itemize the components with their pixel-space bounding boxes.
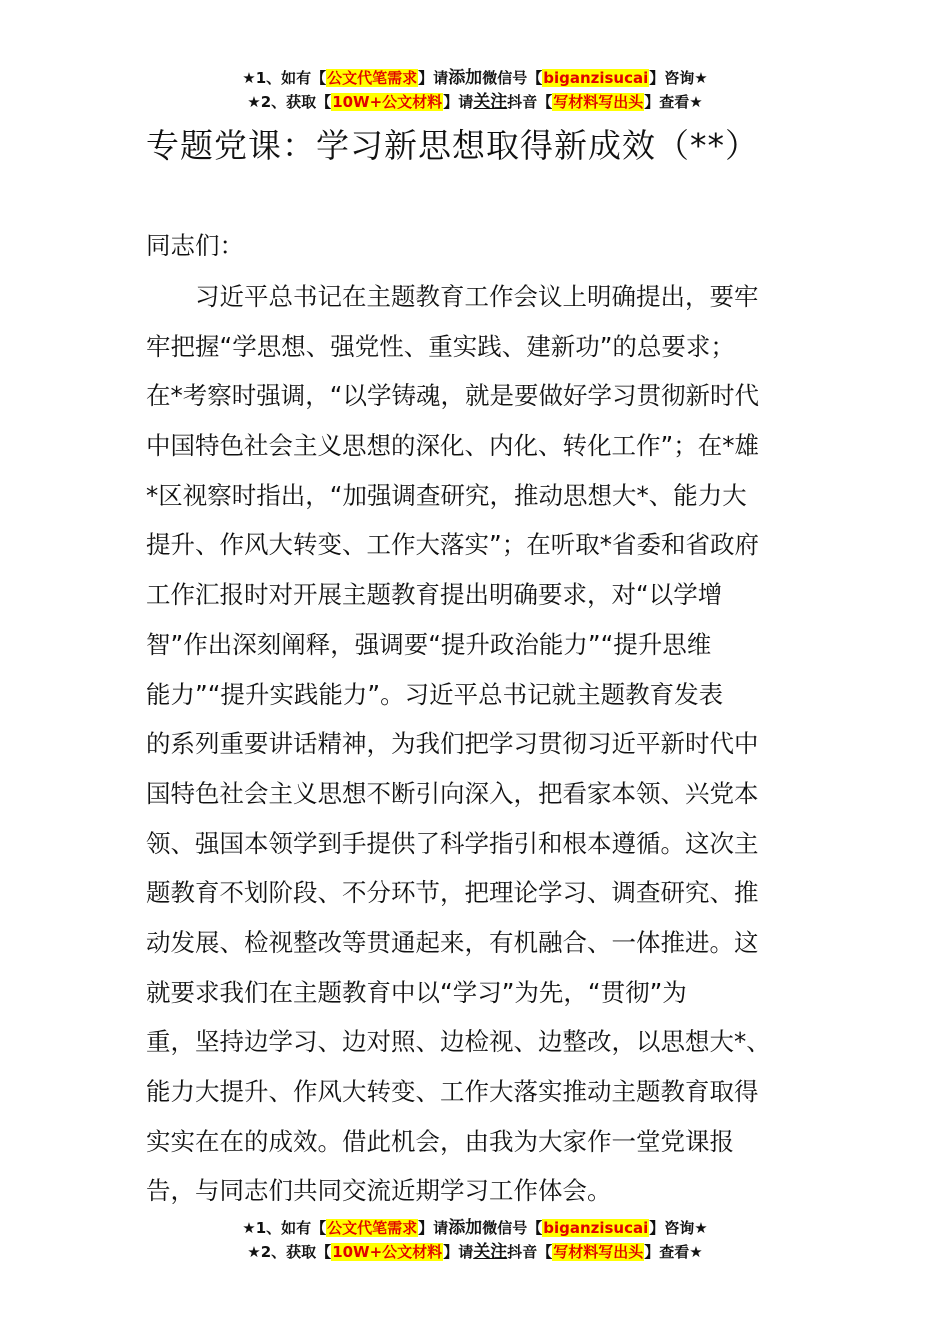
body-line: 能力大提升、作风大转变、工作大落实推动主题教育取得 [146, 1077, 759, 1106]
banner-text: 】请 [443, 93, 474, 111]
header-banner [0, 66, 950, 114]
banner-line-2 [0, 90, 950, 114]
banner-emphasis: 添加 [448, 68, 483, 88]
banner-line-1 [0, 66, 950, 90]
banner-text: 】咨询★ [649, 69, 708, 87]
body-line: 提升、作风大转变、工作大落实”；在听取*省委和省政府 [146, 530, 759, 560]
banner-text: 】请 [418, 1219, 449, 1237]
banner-text: 抖音【 [507, 93, 553, 111]
banner-line-1 [0, 1216, 950, 1240]
banner-highlight: 公文代笔需求 [327, 69, 418, 87]
banner-emphasis: 关注 [473, 1242, 508, 1262]
body-line: 重，坚持边学习、边对照、边检视、边整改，以思想大*、 [146, 1027, 771, 1057]
banner-highlight: biganzisucai [543, 69, 649, 87]
banner-highlight: 写材料写出头 [553, 1243, 644, 1261]
body-line: 题教育不划阶段、不分环节，把理论学习、调查研究、推 [146, 878, 759, 908]
banner-emphasis: 添加 [448, 1218, 483, 1238]
footer-banner [0, 1216, 950, 1264]
body-line: 实实在在的成效。借此机会，由我为大家作一堂党课报 [146, 1126, 734, 1156]
banner-highlight: 写材料写出头 [553, 93, 644, 111]
body-line: 的系列重要讲话精神，为我们把学习贯彻习近平新时代中 [146, 729, 759, 759]
banner-text: 】咨询★ [649, 1219, 708, 1237]
document-title: 专题党课：学习新思想取得新成效（**） [146, 126, 759, 165]
body-line: 能力”“提升实践能力”。习近平总书记就主题教育发表 [146, 679, 724, 709]
banner-highlight: 10W+公文材料 [332, 1243, 443, 1261]
banner-text: 】查看★ [644, 1243, 703, 1261]
body-line: 在*考察时强调，“以学铸魂，就是要做好学习贯彻新时代 [146, 381, 759, 411]
body-line: 中国特色社会主义思想的深化、内化、转化工作”；在*雄 [146, 431, 759, 461]
body-line: 领、强国本领学到手提供了科学指引和根本遵循。这次主 [146, 828, 759, 858]
banner-text: 微信号【 [482, 69, 543, 87]
banner-text: 】查看★ [644, 93, 703, 111]
banner-highlight: biganzisucai [543, 1219, 649, 1237]
banner-text: 】请 [443, 1243, 474, 1261]
banner-text: ★2、获取【 [247, 1243, 332, 1261]
body-line: 告，与同志们共同交流近期学习工作体会。 [146, 1176, 612, 1206]
body-line: 牢把握“学思想、强党性、重实践、建新功”的总要求； [146, 331, 735, 361]
banner-text: 微信号【 [482, 1219, 543, 1237]
body-line: *区视察时指出，“加强调查研究，推动思想大*、能力大 [146, 480, 747, 510]
banner-text: ★1、如有【 [242, 1219, 327, 1237]
banner-line-2 [0, 1240, 950, 1264]
body-line: 就要求我们在主题教育中以“学习”为先，“贯彻”为 [146, 977, 687, 1007]
banner-highlight: 公文代笔需求 [327, 1219, 418, 1237]
banner-text: 】请 [418, 69, 449, 87]
body-paragraph [146, 272, 808, 1216]
body-line: 智”作出深刻阐释，强调要“提升政治能力”“提升思维 [146, 629, 712, 659]
banner-text: 抖音【 [507, 1243, 553, 1261]
salutation: 同志们： [146, 231, 244, 260]
body-line: 国特色社会主义思想不断引向深入，把看家本领、兴党本 [146, 778, 759, 808]
banner-text: ★2、获取【 [247, 93, 332, 111]
banner-emphasis: 关注 [473, 92, 508, 112]
body-line: 动发展、检视整改等贯通起来，有机融合、一体推进。这 [146, 927, 759, 957]
banner-highlight: 10W+公文材料 [332, 93, 443, 111]
body-line: 工作汇报时对开展主题教育提出明确要求，对“以学增 [146, 580, 723, 610]
body-line: 习近平总书记在主题教育工作会议上明确提出，要牢 [195, 282, 759, 311]
banner-text: ★1、如有【 [242, 69, 327, 87]
